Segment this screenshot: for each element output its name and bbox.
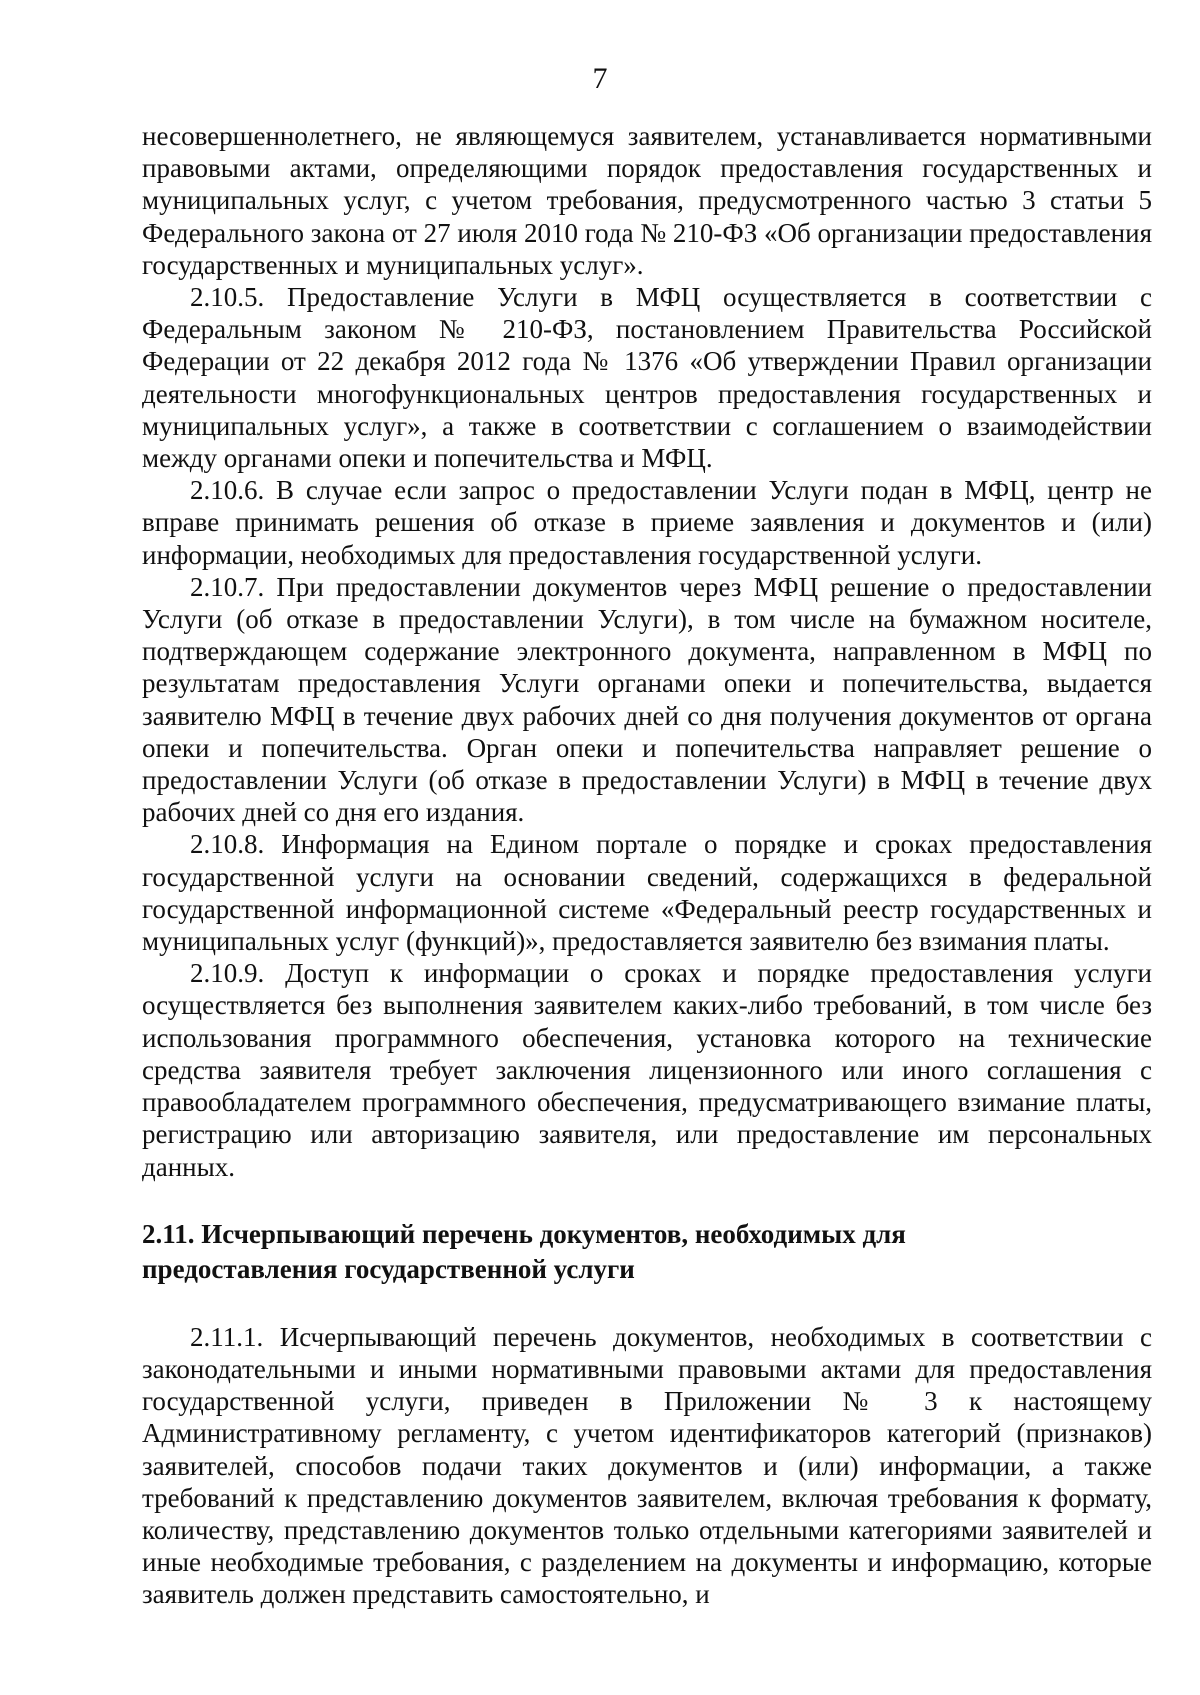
paragraph-continuation: несовершеннолетнего, не являющемуся заявителем, устанавливается нормативными правовыми актами, определяющими порядок предоставления государственных и муниципальных услуг, с учетом требования, предусмотренного частью 3 статьи 5 Федерального закона от 27 июля 2010 года № 210-ФЗ «Об организации предоставления государственных и муниципальных услуг». [142,121,1152,280]
section-heading-2-11 [142,1217,1152,1287]
section-heading-line-2: предоставления государственной услуги [142,1253,635,1284]
document-body [142,120,1152,1611]
paragraph-2-11-1: 2.11.1. Исчерпывающий перечень документов, необходимых в соответствии с законодательными и иными нормативными правовыми актами для предоставления государственной услуги, приведен в Приложении № 3 к настоящему Административному регламенту, с учетом идентификаторов категорий (признаков) заявителей, способов подачи таких документов и (или) информации, а также требований к представлению документов заявителем, включая требования к формату, количеству, представлению документов только отдельными категориями заявителей и иные необходимые требования, с разделением на документы и информацию, которые заявитель должен представить самостоятельно, и [142,1321,1152,1610]
paragraph-2-10-9: 2.10.9. Доступ к информации о сроках и порядке предоставления услуги осуществляется без выполнения заявителем каких-либо требований, в том числе без использования программного обеспечения, установка которого на технические средства заявителя требует заключения лицензионного или иного соглашения с правообладателем программного обеспечения, предусматривающего взимание платы, регистрацию или авторизацию заявителя, или предоставление им персональных данных. [142,958,1152,1182]
paragraph-2-10-7: 2.10.7. При предоставлении документов через МФЦ решение о предоставлении Услуги (об отказе в предоставлении Услуги), в том числе на бумажном носителе, подтверждающем содержание электронного документа, направленном в МФЦ по результатам предоставления Услуги органами опеки и попечительства, выдается заявителю МФЦ в течение двух рабочих дней со дня получения документов от органа опеки и попечительства. Орган опеки и попечительства направляет решение о предоставлении Услуги (об отказе в предоставлении Услуги) в МФЦ в течение двух рабочих дней со дня его издания. [142,571,1152,828]
paragraph-2-10-5: 2.10.5. Предоставление Услуги в МФЦ осуществляется в соответствии с Федеральным законом № 210-ФЗ, постановлением Правительства Российской Федерации от 22 декабря 2012 года № 1376 «Об утверждении Правил организации деятельности многофункциональных центров предоставления государственных и муниципальных услуг», а также в соответствии с соглашением о взаимодействии между органами опеки и попечительства и МФЦ. [142,282,1152,474]
paragraph-2-10-6: 2.10.6. В случае если запрос о предоставлении Услуги подан в МФЦ, центр не вправе принимать решения об отказе в приеме заявления и документов и (или) информации, необходимых для предоставления государственной услуги. [142,475,1152,570]
page-number: 7 [592,62,608,95]
section-heading-line-1: 2.11. Исчерпывающий перечень документов, необходимых для [142,1218,906,1249]
paragraph-2-10-8: 2.10.8. Информация на Едином портале о порядке и сроках предоставления государственной услуги на основании сведений, содержащихся в федеральной государственной информационной системе «Федеральный реестр государственных и муниципальных услуг (функций)», предоставляется заявителю без взимания платы. [142,829,1152,957]
